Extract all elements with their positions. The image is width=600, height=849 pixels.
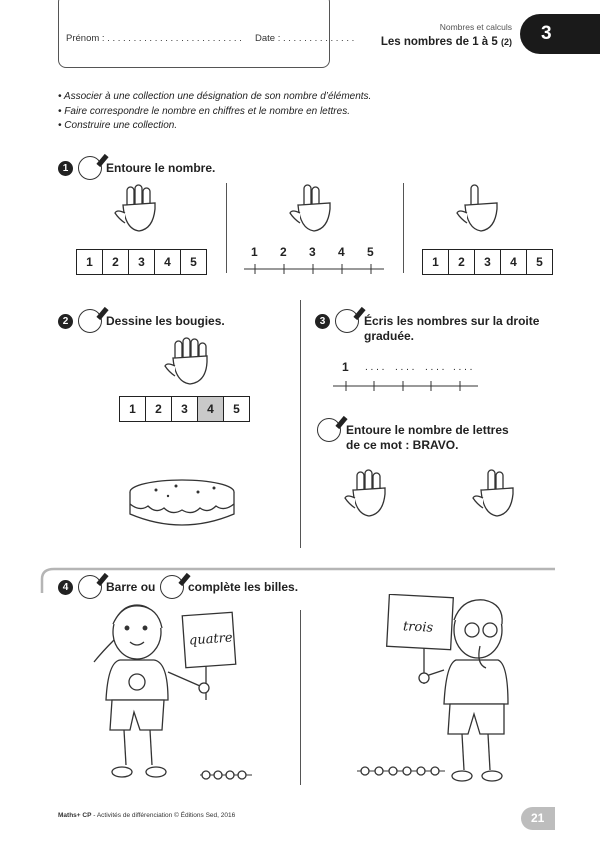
graduated-line: [333, 380, 478, 392]
number-box[interactable]: 3: [475, 250, 501, 274]
girl-holding-sign-illustration: [82, 600, 242, 790]
sign-word-left: quatre: [188, 630, 234, 649]
objective-item: • Faire correspondre le nombre en chiffres et le nombre en lettres.: [58, 105, 371, 120]
exercise-4-title-part2: complète les billes.: [188, 580, 299, 594]
number-line-label[interactable]: 3: [309, 245, 316, 259]
name-date-fields: [66, 33, 354, 44]
write-letter-icon: [335, 309, 359, 333]
exercise-1-title: Entoure le nombre.: [106, 161, 216, 175]
hand-three-fingers-icon[interactable]: [344, 468, 394, 520]
exercise-3b-title: [346, 423, 509, 453]
page-number-tab: [521, 807, 555, 830]
exercise-2-number: 2: [58, 314, 73, 329]
number-box[interactable]: 2: [103, 250, 129, 274]
number-box[interactable]: 2: [449, 250, 475, 274]
objective-item: • Associer à une collection une désignation de son nombre d’éléments.: [58, 90, 371, 105]
draw-flower-icon: [160, 575, 184, 599]
exercise-4-title-part1: Barre ou: [106, 580, 156, 594]
number-box[interactable]: 1: [120, 397, 146, 421]
graduated-line: [244, 263, 384, 275]
hand-two-fingers-icon[interactable]: [472, 468, 522, 520]
number-box[interactable]: 5: [190, 255, 197, 269]
exercise-3-title: [364, 314, 539, 344]
number-box-highlighted[interactable]: 4: [198, 397, 224, 421]
draw-flower-icon: [78, 309, 102, 333]
number-line-blank[interactable]: . . . .: [425, 362, 445, 373]
divider: [300, 610, 301, 785]
page-title-text: Les nombres de 1 à 5: [380, 36, 498, 48]
exercise-3-number: 3: [315, 314, 330, 329]
number-box[interactable]: 4: [501, 250, 527, 274]
objective-item: • Construire une collection.: [58, 119, 371, 134]
hand-one-finger-icon: [455, 183, 507, 235]
number-boxes-ex2: [119, 396, 250, 422]
number-line-label[interactable]: 2: [280, 245, 287, 259]
circle-pencil-icon: [78, 156, 102, 180]
footer-brand: Maths+ CP: [58, 812, 92, 819]
number-line-blank[interactable]: . . . .: [453, 362, 473, 373]
footer-text: - Activités de différenciation © Éditions Sed, 2016: [91, 812, 236, 819]
circle-pencil-icon: [317, 418, 341, 442]
number-box[interactable]: 1: [423, 250, 449, 274]
hand-two-fingers-icon: [288, 183, 340, 235]
number-line-blank[interactable]: . . . .: [395, 362, 415, 373]
exercise-3-title-line: Écris les nombres sur la droite: [364, 314, 540, 328]
marbles-right: [357, 764, 445, 778]
exercise-1-number: 1: [58, 161, 73, 176]
sign-word-right: trois: [402, 619, 434, 636]
number-box[interactable]: 5: [536, 255, 543, 269]
cake-illustration: [126, 474, 238, 536]
exercise-3-title-line: graduée.: [364, 329, 415, 343]
page-title-suffix: (2): [501, 37, 512, 47]
footer-credit: [58, 812, 235, 819]
marbles-left: [200, 768, 252, 782]
strike-letter-icon: [78, 575, 102, 599]
exercise-3b-title-line: de ce mot : BRAVO.: [346, 438, 459, 452]
number-box[interactable]: 3: [129, 250, 155, 274]
hand-three-fingers-icon: [113, 183, 165, 235]
number-line-label[interactable]: 1: [251, 245, 258, 259]
number-line-ex1: [244, 245, 384, 275]
page-number: 21: [531, 811, 545, 825]
chapter-badge: [520, 14, 600, 54]
number-box[interactable]: 3: [172, 397, 198, 421]
page-title: [381, 36, 512, 48]
date-field[interactable]: Date : . . . . . . . . . . . . . .: [255, 33, 355, 44]
number-box[interactable]: 4: [155, 250, 181, 274]
number-line-start: 1: [342, 360, 349, 374]
number-box[interactable]: 2: [146, 397, 172, 421]
divider: [403, 183, 404, 273]
divider: [300, 300, 301, 548]
exercise-3b-title-line: Entoure le nombre de lettres: [346, 423, 509, 437]
prenom-field[interactable]: Prénom : . . . . . . . . . . . . . . . . . . . . . . . . . .: [66, 33, 242, 44]
number-boxes-right: [422, 249, 553, 275]
number-line-label[interactable]: 4: [338, 245, 345, 259]
exercise-4-number: 4: [58, 580, 73, 595]
objectives-list: [58, 90, 371, 134]
hand-four-fingers-icon: [164, 336, 216, 388]
divider: [226, 183, 227, 273]
number-line-ex3: [333, 360, 478, 400]
number-line-label[interactable]: 5: [367, 245, 374, 259]
category-label: Nombres et calculs: [439, 22, 512, 32]
chapter-number: 3: [541, 23, 552, 44]
number-box[interactable]: 5: [233, 402, 240, 416]
number-boxes-left: [76, 249, 207, 275]
number-line-blank[interactable]: . . . .: [365, 362, 385, 373]
number-box[interactable]: 1: [77, 250, 103, 274]
exercise-2-title: Dessine les bougies.: [106, 314, 225, 328]
